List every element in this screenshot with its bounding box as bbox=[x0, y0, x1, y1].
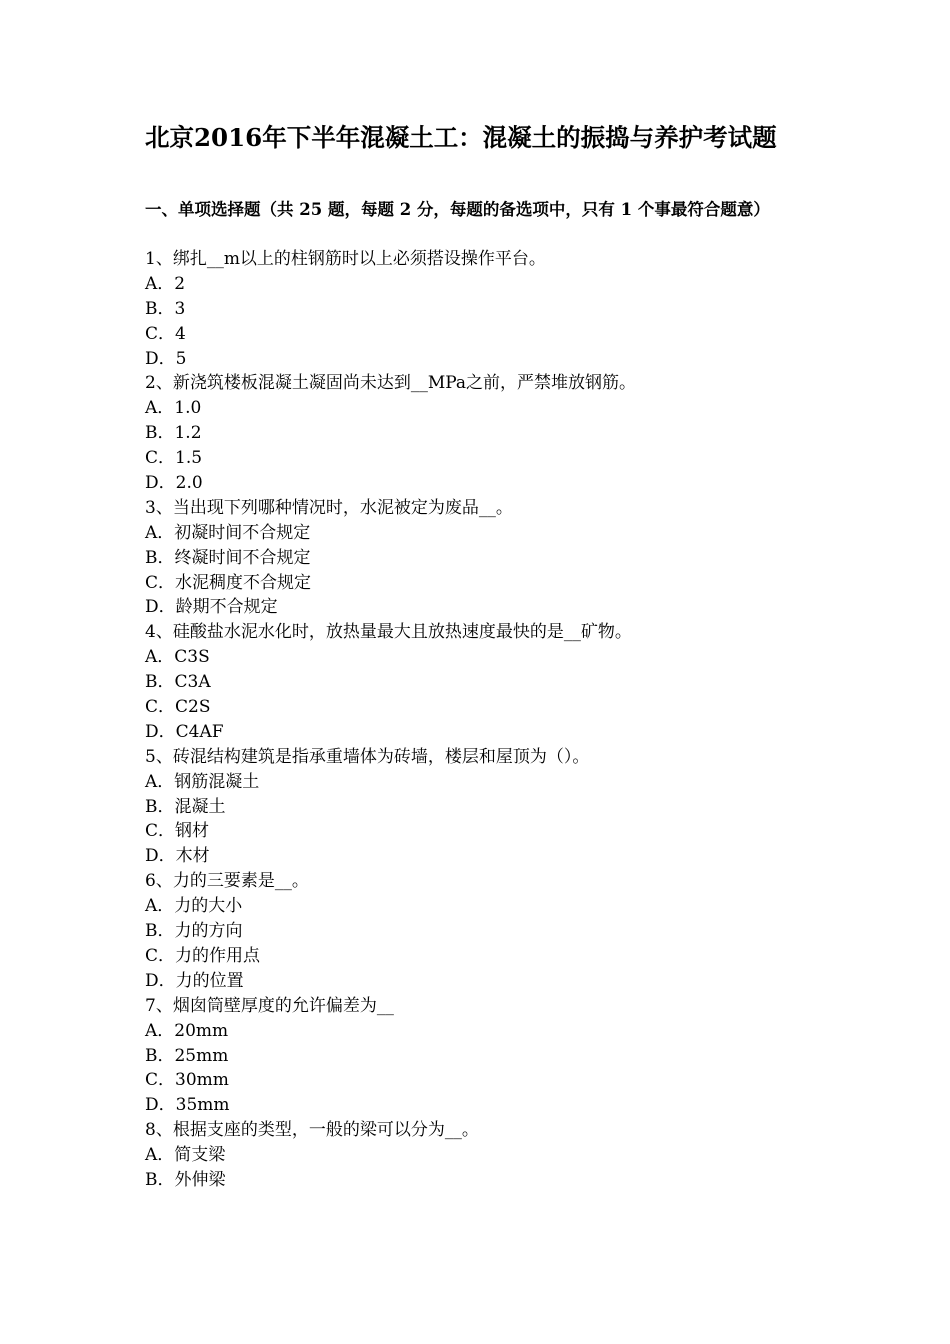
option-b: B．力的方向 bbox=[145, 921, 243, 942]
option-c: C．C2S bbox=[145, 697, 211, 718]
option-c: C．1.5 bbox=[145, 448, 203, 469]
option-b: B．3 bbox=[145, 298, 186, 319]
question-stem: 5、砖混结构建筑是指承重墙体为砖墙，楼层和屋顶为（）。 bbox=[145, 746, 590, 767]
option-b: B．混凝土 bbox=[145, 796, 226, 817]
option-a: A．简支梁 bbox=[145, 1145, 226, 1166]
option-b: B．外伸梁 bbox=[145, 1169, 226, 1190]
option-a: A．力的大小 bbox=[145, 896, 243, 917]
option-a: A．钢筋混凝土 bbox=[145, 771, 260, 792]
option-d: D．木材 bbox=[145, 846, 210, 867]
option-c: C．钢材 bbox=[145, 821, 210, 842]
option-c: C．力的作用点 bbox=[145, 945, 261, 966]
option-a: A．初凝时间不合规定 bbox=[145, 522, 311, 543]
option-d: D．35mm bbox=[145, 1095, 230, 1116]
option-a: A．20mm bbox=[145, 1020, 229, 1041]
question-stem: 1、绑扎__m以上的柱钢筋时以上必须搭设操作平台。 bbox=[145, 249, 546, 269]
option-d: D．C4AF bbox=[145, 721, 224, 742]
question-stem: 2、新浇筑楼板混凝土凝固尚未达到__MPa之前，严禁堆放钢筋。 bbox=[145, 373, 637, 394]
option-b: B．1.2 bbox=[145, 423, 202, 444]
question-stem: 7、烟囱筒壁厚度的允许偏差为__ bbox=[145, 995, 394, 1016]
option-d: D．5 bbox=[145, 348, 187, 369]
question-list bbox=[145, 247, 810, 1193]
question-stem: 3、当出现下列哪种情况时，水泥被定为废品__。 bbox=[145, 497, 513, 518]
question-stem: 6、力的三要素是__。 bbox=[145, 871, 309, 892]
option-b: B．终凝时间不合规定 bbox=[145, 547, 311, 568]
question-stem: 8、根据支座的类型，一般的梁可以分为__。 bbox=[145, 1120, 479, 1141]
option-a: A．1.0 bbox=[145, 398, 202, 419]
question-stem: 4、硅酸盐水泥水化时，放热量最大且放热速度最快的是__矿物。 bbox=[145, 622, 632, 643]
document-title: 北京2016年下半年混凝土工：混凝土的振捣与养护考试题 bbox=[145, 123, 777, 152]
option-d: D．龄期不合规定 bbox=[145, 597, 278, 618]
section-heading: 一、单项选择题（共 25 题，每题 2 分，每题的备选项中，只有 1 个事最符合题意） bbox=[145, 200, 770, 219]
option-c: C．30mm bbox=[145, 1070, 229, 1091]
option-a: A．C3S bbox=[145, 647, 210, 668]
option-d: D．力的位置 bbox=[145, 970, 244, 991]
option-b: B．25mm bbox=[145, 1045, 229, 1066]
option-b: B．C3A bbox=[145, 672, 211, 693]
option-c: C．水泥稠度不合规定 bbox=[145, 572, 312, 593]
option-d: D．2.0 bbox=[145, 473, 203, 494]
option-a: A．2 bbox=[145, 273, 186, 294]
option-c: C．4 bbox=[145, 323, 186, 344]
